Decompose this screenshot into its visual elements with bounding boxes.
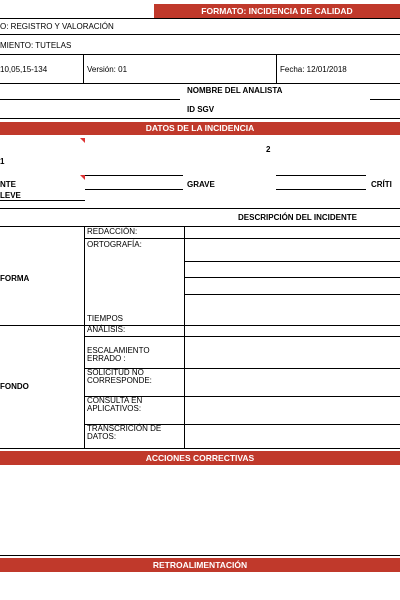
code-label: 10,05,15-134 (0, 65, 48, 74)
forma-label: FORMA (0, 274, 30, 283)
feedback-section-title: RETROALIMENTACIÓN (152, 560, 248, 570)
analyst-name-label: NOMBRE DEL ANALISTA (187, 86, 283, 95)
description-title: DESCRIPCIÓN DEL INCIDENTE (238, 213, 357, 222)
feedback-section-bar (0, 558, 400, 572)
forma-item-redaccion: REDACCIÓN: (87, 227, 138, 236)
forma-item-ortografia: ORTOGRAFÍA: (87, 240, 142, 249)
incident-section-bar (0, 122, 400, 135)
incident-number-right: 2 (266, 145, 271, 154)
incident-number-left: 1 (0, 157, 5, 166)
comment-marker-icon (80, 138, 85, 143)
fondo-item-escalamiento: ESCALAMIENTO ERRADO : (87, 346, 150, 364)
actions-section-bar (0, 451, 400, 465)
forma-item-tiempos: TIEMPOS (87, 314, 124, 323)
version-label: Versión: 01 (87, 65, 128, 74)
fondo-item-solicitud: SOLICITUD NO CORRESPONDE: (87, 368, 152, 386)
fondo-label: FONDO (0, 382, 29, 391)
fondo-item-consulta: CONSULTA EN APLICATIVOS: (87, 396, 143, 414)
procedure-label: MIENTO: TUTELAS (0, 41, 72, 50)
form-title: FORMATO: INCIDENCIA DE CALIDAD (201, 6, 353, 16)
date-label: Fecha: 12/01/2018 (280, 65, 347, 74)
process-label: O: REGISTRO Y VALORACIÓN (0, 22, 114, 31)
severity-leve-label: LEVE (0, 191, 21, 200)
severity-left-label: NTE (0, 180, 16, 189)
sgv-id-label: ID SGV (187, 105, 215, 114)
fondo-item-analisis: ANÁLISIS: (87, 325, 126, 334)
form-title-bar (154, 4, 400, 18)
fondo-item-transcripcion: TRANSCRICIÓN DE DATOS: (87, 424, 162, 442)
severity-critica-label: CRÍTI (371, 180, 392, 189)
incident-section-title: DATOS DE LA INCIDENCIA (145, 123, 255, 133)
actions-section-title: ACCIONES CORRECTIVAS (145, 453, 255, 463)
severity-grave-label: GRAVE (187, 180, 215, 189)
